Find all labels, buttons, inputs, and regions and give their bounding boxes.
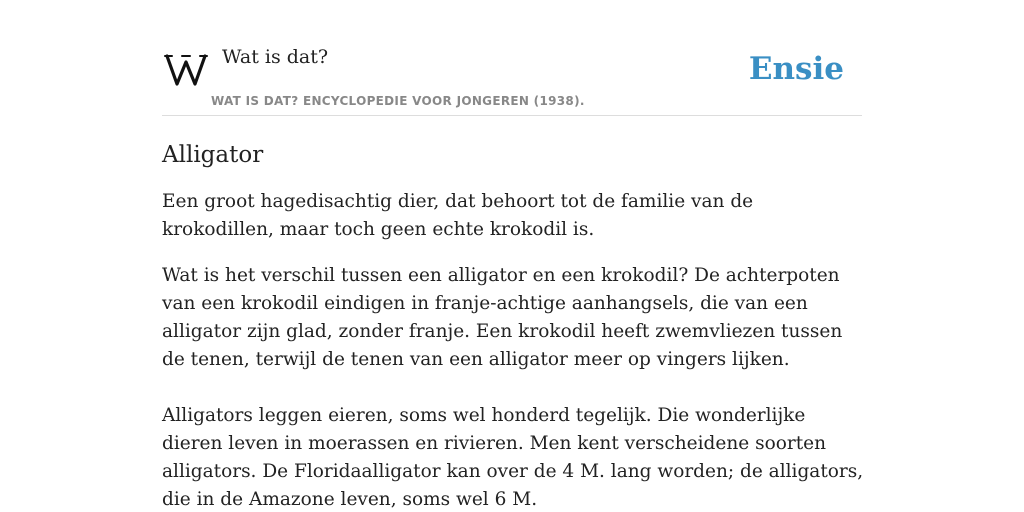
brand-logo[interactable]: Ensie	[748, 51, 844, 87]
source-header	[162, 40, 862, 116]
source-title[interactable]: Wat is dat?	[222, 46, 329, 68]
source-subtitle: WAT IS DAT? ENCYCLOPEDIE VOOR JONGEREN (1938).	[211, 94, 585, 108]
article-term: Alligator	[162, 142, 264, 168]
article-content	[162, 139, 864, 512]
article-paragraph: Alligators leggen eieren, soms wel honderd tegelijk. Die wonderlijke dieren leven in moerassen en rivieren. Men kent verscheidene soorten alligators. De Floridaalligator kan over de 4 M. lang worden; de alligators, die in de Amazone leven, soms wel 6 M.	[162, 405, 864, 510]
article-paragraph: Een groot hagedisachtig dier, dat behoort tot de familie van de krokodillen, maar toch geen echte krokodil is.	[162, 191, 754, 240]
wikipedia-w-icon[interactable]	[164, 50, 208, 90]
article-paragraph: Wat is het verschil tussen een alligator en een krokodil? De achterpoten van een krokodil eindigen in franje-achtige aanhangsels, die van een alligator zijn glad, zonder franje. Een krokodil heeft zwemvliezen tussen de tenen, terwijl de tenen van een alligator meer op vingers lijken.	[162, 265, 843, 370]
